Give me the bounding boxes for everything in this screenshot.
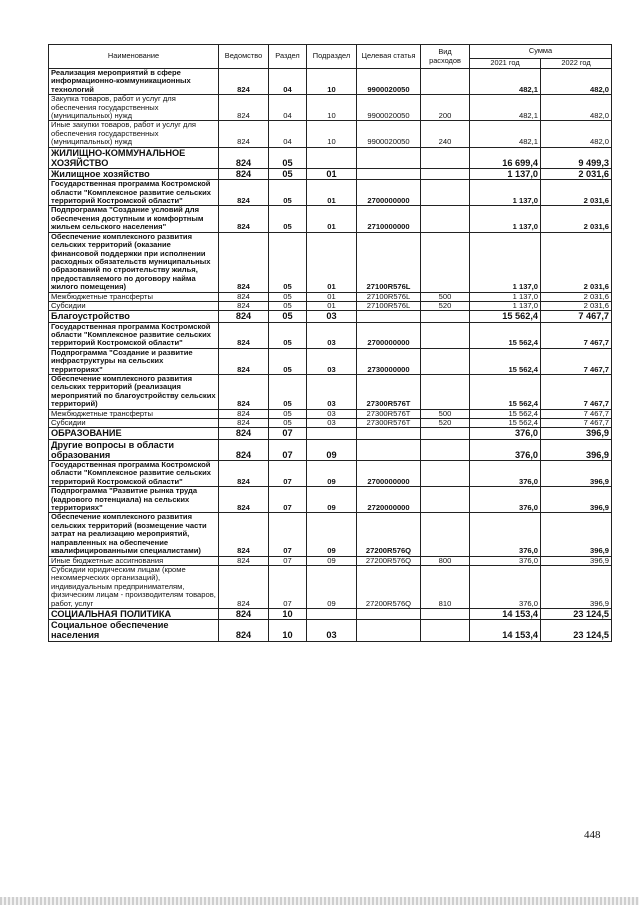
- cell-sum-2021: 15 562,4: [470, 409, 541, 418]
- cell-department: 824: [219, 439, 269, 460]
- cell-name: Обеспечение комплексного развития сельских территорий (возмещение части затрат на реализацию мероприятий, направленных на обеспечение квалифицированными специалистами): [49, 513, 219, 556]
- header-subsection: Подраздел: [307, 45, 357, 69]
- cell-expense-type: [421, 311, 470, 322]
- cell-target-item: [357, 169, 421, 180]
- cell-subsection: 09: [307, 487, 357, 513]
- cell-expense-type: [421, 428, 470, 439]
- cell-name: Социальное обеспечение населения: [49, 620, 219, 641]
- cell-sum-2022: 482,0: [541, 69, 612, 95]
- cell-target-item: [357, 439, 421, 460]
- cell-sum-2021: 376,0: [470, 428, 541, 439]
- cell-subsection: 10: [307, 95, 357, 121]
- cell-sum-2021: 14 153,4: [470, 620, 541, 641]
- cell-department: 824: [219, 121, 269, 147]
- cell-department: 824: [219, 375, 269, 410]
- cell-department: 824: [219, 428, 269, 439]
- table-row: [49, 439, 612, 460]
- table-row: [49, 428, 612, 439]
- cell-target-item: 9900020050: [357, 95, 421, 121]
- cell-sum-2022: 7 467,7: [541, 322, 612, 348]
- page-number: 448: [584, 829, 601, 841]
- cell-subsection: 09: [307, 513, 357, 556]
- cell-sum-2021: 1 137,0: [470, 169, 541, 180]
- table-row: [49, 419, 612, 428]
- cell-department: 824: [219, 206, 269, 232]
- cell-expense-type: [421, 620, 470, 641]
- cell-section: 05: [269, 169, 307, 180]
- cell-section: 07: [269, 439, 307, 460]
- header-year-2022: 2022 год: [541, 59, 612, 69]
- cell-sum-2021: 1 137,0: [470, 206, 541, 232]
- header-name: Наименование: [49, 45, 219, 69]
- cell-sum-2022: 2 031,6: [541, 180, 612, 206]
- cell-target-item: 27300R576T: [357, 419, 421, 428]
- cell-section: 10: [269, 608, 307, 619]
- cell-name: Обеспечение комплексного развития сельских территорий (реализация мероприятий по благоустройству сельских территорий): [49, 375, 219, 410]
- cell-section: 10: [269, 620, 307, 641]
- cell-sum-2022: 7 467,7: [541, 419, 612, 428]
- cell-subsection: 03: [307, 409, 357, 418]
- cell-sum-2022: 396,9: [541, 428, 612, 439]
- cell-expense-type: [421, 348, 470, 374]
- cell-subsection: 01: [307, 180, 357, 206]
- cell-sum-2021: 1 137,0: [470, 232, 541, 292]
- cell-expense-type: 800: [421, 556, 470, 565]
- cell-sum-2021: 482,1: [470, 95, 541, 121]
- table-row: [49, 311, 612, 322]
- cell-expense-type: [421, 487, 470, 513]
- cell-department: 824: [219, 69, 269, 95]
- cell-subsection: 10: [307, 121, 357, 147]
- cell-department: 824: [219, 513, 269, 556]
- cell-sum-2021: 15 562,4: [470, 375, 541, 410]
- cell-sum-2021: 15 562,4: [470, 311, 541, 322]
- cell-target-item: 27300R576T: [357, 375, 421, 410]
- cell-sum-2022: 2 031,6: [541, 169, 612, 180]
- cell-sum-2022: 23 124,5: [541, 608, 612, 619]
- cell-expense-type: 520: [421, 419, 470, 428]
- cell-department: 824: [219, 232, 269, 292]
- cell-target-item: [357, 311, 421, 322]
- cell-section: 05: [269, 301, 307, 310]
- cell-name: Благоустройство: [49, 311, 219, 322]
- cell-sum-2022: 7 467,7: [541, 311, 612, 322]
- cell-expense-type: [421, 169, 470, 180]
- table-row: [49, 95, 612, 121]
- cell-section: 05: [269, 147, 307, 168]
- cell-subsection: 03: [307, 419, 357, 428]
- header-expense-type: Вид расходов: [421, 45, 470, 69]
- table-row: [49, 375, 612, 410]
- scan-edge: [0, 897, 639, 905]
- cell-expense-type: [421, 180, 470, 206]
- cell-name: Иные бюджетные ассигнования: [49, 556, 219, 565]
- cell-expense-type: [421, 147, 470, 168]
- cell-target-item: 27200R576Q: [357, 556, 421, 565]
- cell-department: 824: [219, 292, 269, 301]
- cell-subsection: [307, 608, 357, 619]
- cell-subsection: 01: [307, 232, 357, 292]
- cell-target-item: 27100R576L: [357, 292, 421, 301]
- cell-target-item: 27100R576L: [357, 301, 421, 310]
- cell-name: Жилищное хозяйство: [49, 169, 219, 180]
- table-row: [49, 565, 612, 608]
- cell-sum-2021: 15 562,4: [470, 419, 541, 428]
- cell-target-item: [357, 620, 421, 641]
- cell-section: 05: [269, 348, 307, 374]
- cell-expense-type: 500: [421, 409, 470, 418]
- cell-sum-2021: 482,1: [470, 69, 541, 95]
- cell-name: Закупка товаров, работ и услуг для обеспечения государственных (муниципальных) нужд: [49, 95, 219, 121]
- cell-department: 824: [219, 461, 269, 487]
- cell-department: 824: [219, 301, 269, 310]
- cell-sum-2021: 1 137,0: [470, 301, 541, 310]
- table-row: [49, 348, 612, 374]
- header-sum: Сумма: [470, 45, 612, 59]
- cell-sum-2021: 15 562,4: [470, 348, 541, 374]
- cell-target-item: 27200R576Q: [357, 513, 421, 556]
- cell-sum-2021: 1 137,0: [470, 292, 541, 301]
- cell-section: 07: [269, 556, 307, 565]
- cell-expense-type: [421, 608, 470, 619]
- cell-expense-type: [421, 206, 470, 232]
- cell-sum-2022: 2 031,6: [541, 206, 612, 232]
- cell-section: 05: [269, 311, 307, 322]
- cell-target-item: 2700000000: [357, 322, 421, 348]
- cell-name: Субсидии: [49, 419, 219, 428]
- cell-department: 824: [219, 169, 269, 180]
- cell-section: 04: [269, 95, 307, 121]
- cell-subsection: [307, 428, 357, 439]
- table-row: [49, 556, 612, 565]
- cell-subsection: 01: [307, 292, 357, 301]
- cell-target-item: [357, 147, 421, 168]
- cell-department: 824: [219, 409, 269, 418]
- cell-subsection: 09: [307, 556, 357, 565]
- cell-name: ОБРАЗОВАНИЕ: [49, 428, 219, 439]
- table-header: [49, 45, 612, 69]
- cell-department: 824: [219, 620, 269, 641]
- cell-sum-2021: 376,0: [470, 565, 541, 608]
- header-section: Раздел: [269, 45, 307, 69]
- cell-sum-2022: 2 031,6: [541, 292, 612, 301]
- cell-section: 05: [269, 375, 307, 410]
- cell-subsection: 03: [307, 375, 357, 410]
- table-body: [49, 69, 612, 642]
- cell-department: 824: [219, 565, 269, 608]
- cell-target-item: [357, 608, 421, 619]
- cell-section: 07: [269, 487, 307, 513]
- cell-subsection: 03: [307, 348, 357, 374]
- cell-name: Межбюджетные трансферты: [49, 292, 219, 301]
- cell-sum-2022: 7 467,7: [541, 409, 612, 418]
- cell-department: 824: [219, 419, 269, 428]
- table-row: [49, 206, 612, 232]
- cell-sum-2021: 1 137,0: [470, 180, 541, 206]
- cell-expense-type: 810: [421, 565, 470, 608]
- cell-subsection: 03: [307, 620, 357, 641]
- cell-subsection: 01: [307, 206, 357, 232]
- cell-department: 824: [219, 348, 269, 374]
- cell-name: Подпрограмма "Создание и развитие инфраструктуры на сельских территориях": [49, 348, 219, 374]
- cell-target-item: 2720000000: [357, 487, 421, 513]
- cell-section: 05: [269, 180, 307, 206]
- cell-section: 07: [269, 513, 307, 556]
- cell-target-item: 27200R576Q: [357, 565, 421, 608]
- cell-expense-type: [421, 513, 470, 556]
- cell-sum-2022: 396,9: [541, 565, 612, 608]
- cell-section: 07: [269, 461, 307, 487]
- cell-department: 824: [219, 608, 269, 619]
- cell-section: 04: [269, 121, 307, 147]
- table-row: [49, 513, 612, 556]
- cell-sum-2022: 2 031,6: [541, 301, 612, 310]
- cell-subsection: 03: [307, 311, 357, 322]
- cell-subsection: 03: [307, 322, 357, 348]
- cell-sum-2021: 376,0: [470, 513, 541, 556]
- cell-sum-2022: 396,9: [541, 513, 612, 556]
- cell-sum-2021: 482,1: [470, 121, 541, 147]
- cell-sum-2021: 376,0: [470, 556, 541, 565]
- cell-name: Другие вопросы в области образования: [49, 439, 219, 460]
- cell-section: 07: [269, 428, 307, 439]
- cell-department: 824: [219, 180, 269, 206]
- table-row: [49, 232, 612, 292]
- table-row: [49, 69, 612, 95]
- cell-subsection: [307, 147, 357, 168]
- cell-name: Государственная программа Костромской области "Комплексное развитие сельских территорий Костромской области": [49, 322, 219, 348]
- header-year-2021: 2021 год: [470, 59, 541, 69]
- cell-section: 04: [269, 69, 307, 95]
- cell-sum-2022: 7 467,7: [541, 348, 612, 374]
- cell-sum-2022: 23 124,5: [541, 620, 612, 641]
- cell-expense-type: 500: [421, 292, 470, 301]
- cell-section: 05: [269, 419, 307, 428]
- cell-expense-type: [421, 322, 470, 348]
- cell-section: 07: [269, 565, 307, 608]
- cell-name: Иные закупки товаров, работ и услуг для обеспечения государственных (муниципальных) нужд: [49, 121, 219, 147]
- cell-sum-2021: 376,0: [470, 487, 541, 513]
- cell-name: Субсидии: [49, 301, 219, 310]
- cell-department: 824: [219, 322, 269, 348]
- table-row: [49, 461, 612, 487]
- cell-sum-2022: 396,9: [541, 556, 612, 565]
- cell-department: 824: [219, 556, 269, 565]
- cell-sum-2022: 482,0: [541, 121, 612, 147]
- cell-section: 05: [269, 322, 307, 348]
- cell-target-item: 9900020050: [357, 69, 421, 95]
- cell-name: Подпрограмма "Создание условий для обеспечения доступным и комфортным жильем сельского населения": [49, 206, 219, 232]
- cell-expense-type: [421, 232, 470, 292]
- table-row: [49, 620, 612, 641]
- cell-target-item: 2700000000: [357, 180, 421, 206]
- cell-subsection: 10: [307, 69, 357, 95]
- table-row: [49, 301, 612, 310]
- cell-sum-2022: 482,0: [541, 95, 612, 121]
- cell-subsection: 09: [307, 565, 357, 608]
- cell-department: 824: [219, 311, 269, 322]
- cell-target-item: 9900020050: [357, 121, 421, 147]
- cell-section: 05: [269, 409, 307, 418]
- table-row: [49, 608, 612, 619]
- table-row: [49, 180, 612, 206]
- cell-name: Субсидии юридическим лицам (кроме некоммерческих организаций), индивидуальным предпринимателям, физическим лицам - производителям товаров, работ, услуг: [49, 565, 219, 608]
- cell-department: 824: [219, 147, 269, 168]
- cell-sum-2022: 7 467,7: [541, 375, 612, 410]
- cell-subsection: 09: [307, 439, 357, 460]
- cell-sum-2022: 396,9: [541, 461, 612, 487]
- header-target-item: Целевая статья: [357, 45, 421, 69]
- cell-sum-2021: 15 562,4: [470, 322, 541, 348]
- cell-name: Подпрограмма "Развитие рынка труда (кадрового потенциала) на сельских территориях": [49, 487, 219, 513]
- cell-target-item: 27300R576T: [357, 409, 421, 418]
- cell-sum-2021: 16 699,4: [470, 147, 541, 168]
- cell-sum-2022: 396,9: [541, 487, 612, 513]
- cell-target-item: 2700000000: [357, 461, 421, 487]
- cell-sum-2022: 396,9: [541, 439, 612, 460]
- cell-target-item: 27100R576L: [357, 232, 421, 292]
- table-row: [49, 487, 612, 513]
- cell-name: Обеспечение комплексного развития сельских территорий (оказание финансовой поддержки при исполнении расходных обязательств муниципальных образований по строительству жилья, предоставляемого по договору найма жилого помещения): [49, 232, 219, 292]
- cell-subsection: 01: [307, 301, 357, 310]
- cell-department: 824: [219, 487, 269, 513]
- cell-expense-type: 520: [421, 301, 470, 310]
- cell-section: 05: [269, 206, 307, 232]
- cell-sum-2021: 376,0: [470, 439, 541, 460]
- cell-name: Межбюджетные трансферты: [49, 409, 219, 418]
- cell-sum-2021: 376,0: [470, 461, 541, 487]
- cell-expense-type: [421, 375, 470, 410]
- cell-target-item: [357, 428, 421, 439]
- cell-name: ЖИЛИЩНО-КОММУНАЛЬНОЕ ХОЗЯЙСТВО: [49, 147, 219, 168]
- cell-sum-2022: 2 031,6: [541, 232, 612, 292]
- table-row: [49, 121, 612, 147]
- table-row: [49, 322, 612, 348]
- cell-section: 05: [269, 232, 307, 292]
- header-department: Ведомство: [219, 45, 269, 69]
- cell-target-item: 2730000000: [357, 348, 421, 374]
- cell-name: Государственная программа Костромской области "Комплексное развитие сельских территорий Костромской области": [49, 461, 219, 487]
- table-row: [49, 147, 612, 168]
- cell-expense-type: [421, 439, 470, 460]
- cell-name: СОЦИАЛЬНАЯ ПОЛИТИКА: [49, 608, 219, 619]
- cell-expense-type: [421, 69, 470, 95]
- cell-section: 05: [269, 292, 307, 301]
- cell-expense-type: 240: [421, 121, 470, 147]
- cell-name: Реализация мероприятий в сфере информационно-коммуникационных технологий: [49, 69, 219, 95]
- cell-subsection: 09: [307, 461, 357, 487]
- cell-subsection: 01: [307, 169, 357, 180]
- table-row: [49, 169, 612, 180]
- cell-expense-type: [421, 461, 470, 487]
- cell-sum-2021: 14 153,4: [470, 608, 541, 619]
- budget-table: [48, 44, 612, 642]
- cell-expense-type: 200: [421, 95, 470, 121]
- cell-target-item: 2710000000: [357, 206, 421, 232]
- cell-department: 824: [219, 95, 269, 121]
- cell-name: Государственная программа Костромской области "Комплексное развитие сельских территорий Костромской области": [49, 180, 219, 206]
- cell-sum-2022: 9 499,3: [541, 147, 612, 168]
